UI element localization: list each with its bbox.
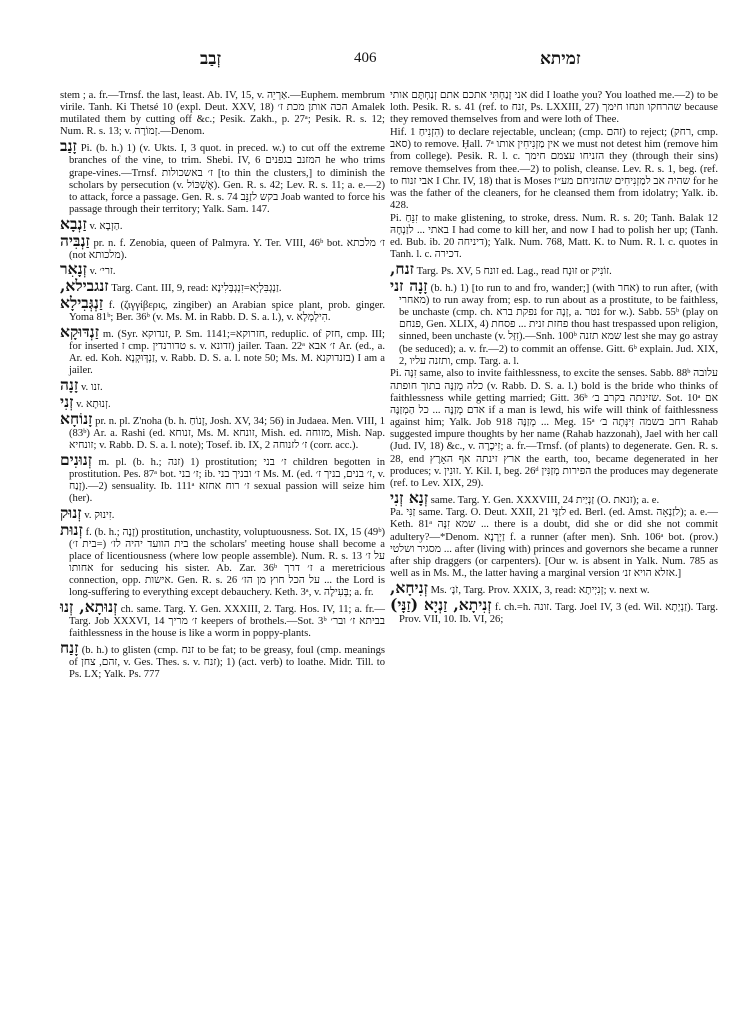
dictionary-entry: [60, 519, 386, 600]
entry-definition: pr. n. pl. Z'noha (b. h. זָנוֹחַ, Josh. XV, 34; 56) in Judaea. Men. VIII, 1 (83ᵇ) Ar. a. Rashi (ed. זנוחא, Ms. M. זונחא, Mish. ed. מזוחה, Mish. Nap. זונחיא; v. Rabb. D. S. a. l. note); Tosef. ib. IX, 2 ז׳ לזנוחה (corr. acc.).: [69, 415, 385, 451]
entry-definition: m. (Syr. זנדוקא, P. Sm. 1141;=חזרוקא, reduplic. of חזק, cmp. III; for inserted ז cmp. טדורנדין s. v. זדונא) jailer. Taan. 22ᵃ ז׳ אבא Ar. (ed., a. Ar. ed. Koh. זַנְדְּוּקְנָא, v. Rabb. D. S. a. l. note 50; Ms. M. בזנדוקנא) I am a jailer.: [69, 328, 385, 377]
dictionary-entry: [60, 90, 385, 139]
dictionary-entry: [60, 321, 385, 378]
entry-definition: ch. same. Targ. Y. Gen. XXXIII, 2. Targ. Hos. IV, 11; a. fr.—Targ. Job XXXVI, 14 ז׳ מריך keepers of brothels.—Sot. 3ᵇ בביתא ז׳ ובר׳ faithlessness in the house is like a worm in poppy-plants.: [69, 604, 386, 640]
dictionary-entry: [60, 597, 386, 640]
entry-headword: זְנוּת: [60, 519, 83, 539]
entry-definition: Pa. זַנִּי same. Targ. O. Deut. XXII, 21 לזַנְּי ed. Berl. (ed. Amst. לזַנְאָה); a. e.—Keth. 81ᵃ שמא זִנָּה ... there is a doubt, did she or did she not commit adultery?—*Denom. זַיְרָנָא f. a runner (after men). Snh. 106ᵃ bot. (prov.) מסגיר ושלטי ... after (living with) princes and governors she became a runner after ship draggers (or carpenters). [Our w. is absent in Yalk. Num. 785 as well as in Ms. M., the latter having a marginal version אזלא הויא זנ׳.]: [390, 507, 719, 580]
page-number: 406: [354, 50, 377, 66]
entry-headword: זְנִיתָא, זַנְיָא (זַנָּי): [390, 594, 492, 614]
entry-definition: Targ. Cant. III, 9, read: זַנְגְבִּלְיָא=זִנְגְבְּלִינָא.: [111, 283, 282, 295]
entry-headword: זְנִי: [60, 391, 74, 411]
dictionary-entry: [60, 230, 386, 262]
page-header: [40, 49, 720, 73]
entry-definition: stem ; a. fr.—Trnsf. the last, least. Ab. IV, 15, v. אַרְיֵה.—Euphem. membrum virile. Tanh. Ki Thetsé 10 (expl. Deut. XXV, 18) הכה אותן מכת ז׳ Amalek mutilated them by cutting off &c.; Pesik. Zakh., p. 27ᵃ; Pesik. R. s. 12; Num. R. s. 13; v. זְמוֹרָה.—Denom.: [60, 90, 386, 138]
entry-headword: זְנָאִר: [60, 259, 87, 279]
right-column: [390, 90, 718, 627]
header-right-catchword: זמיתא: [540, 49, 581, 69]
entry-definition: Ms. זֹנָ׳, Targ. Prov. XXIX, 3, read: זְנִיְיתָא; v. next w.: [430, 584, 650, 596]
entry-definition: v. זְנוּתָא.: [76, 398, 111, 410]
entry-definition: (b. h.) 1) [to run to and fro, wander;] (with אחר) to run after, (with מאחרי) to run away from; esp. to run about as a prostitute, to be faithless, be unchaste (cmp. ch. נפקת ברא for זְנָה, a. נטר for w.). Sabb. 55ᵇ (play on פנחם, Gen. XLIX, 4) פחזת זנית ... פסחת thou hast trespassed upon religion, sinned, been unchaste (v. זִזַּל).—Snh. 100ᵇ שמא תזנה lest she may go astray (be seduced); a. v. fr.—2) to commit an offense. Gitt. 6ᵇ explain. Jud. XIX, 2, ותזנה עליו, cmp. Targ. a. l.: [399, 282, 719, 367]
dictionary-entry: [390, 127, 718, 212]
dictionary-entry: [60, 375, 385, 395]
entry-definition: f. (b. h.; זָנָה) prostitution, unchastity, voluptuousness. Sot. IX, 15 (49ᵇ) (בית ז׳=) בית הוועד יהיה לז׳ the scholars' meeting house shall become a place of licentiousness (where low people assemble). Num. R. s. 13 על ז׳ אחותו for seducing his sister. Ab. Zar. 36ᵇ ז׳ דרך a meretricious connection, opp. אישות. Gen. R. s. 26 על הכל חוץ מן הז׳ ... the Lord is long-suffering to everything except debauchery. Keth. 3ᵃ, v. בְּעִילָה; a. fr.: [69, 526, 386, 599]
dictionary-entry: [390, 368, 718, 490]
dictionary-entry: [60, 408, 385, 452]
dictionary-entry: [60, 638, 386, 681]
dictionary-entry: [390, 507, 718, 580]
entry-definition: Targ. Ps. XV, 5 זונח ed. Lag., read זוּנְח or זוֹנִיק.: [416, 265, 612, 277]
entry-definition: same. Targ. Y. Gen. XXXVIII, 24 זַנְיַית (O. זנאת); a. e.: [430, 494, 660, 506]
entry-definition: Hif. הִזְנִיחַ 1) to declare rejectable, unclean; (cmp. זהם) to reject; (רחק, cmp. סאב) to remove. Ḥall. 7ᵃ אין מַזְנִיחִין אותו we must not detest him (remove him from college). Pesik. R. l. c. הזניחו עצמם חימך they (through their sins) remove themselves from thee.—2) to polish, cleanse. Lev. R. s. 1, beg. (ref. to אבי זנוח I Chr. IV, 18) that is Moses שהיה אב למַזְנִיחִים שהזניחם מע״ז for he was the father of the cleaners, for he cleansed them from idolatry; Yalk. ib. 428.: [390, 127, 719, 211]
entry-definition: אני זָנַחְתִּי אתכם אתם זְנַחְתֶּם אותי did I loathe you? You loathed me.—2) to be loth. Pesik. R. s. 41 (ref. to זנח, Ps. LXXIII, 27) שהרחקו וזנחו חימך because they removed themselves from and were loth of Thee.: [390, 90, 718, 126]
dictionary-entry: [60, 502, 385, 522]
entry-headword: זָנַב: [60, 136, 77, 156]
entry-definition: (b. h.) to glisten (cmp. זנח to be fat; to be greasy, foul (cmp. meanings of זהם, צחן, v. Ges. Thes. s. v. זנח); 1) (act. verb) to loathe. Midr. Till. to Ps. LX; Yalk. Ps. 777: [69, 645, 386, 681]
dictionary-entry: [390, 90, 718, 126]
entry-headword: זנגבילא,: [60, 276, 109, 296]
entry-headword: זְנוּק: [60, 502, 82, 522]
entry-definition: pr. n. f. Zenobia, queen of Palmyra. Y. Ter. VIII, 46ᵇ bot. ז׳ מלכתא (not מלכותא).: [69, 237, 386, 261]
entry-headword: זַנְדּוּקָא: [60, 321, 100, 341]
entry-definition: Pi. (b. h.) 1) (v. Ukts. I, 3 quot. in preced. w.) to cut off the extreme branches of the vine, to trim. Shebi. IV, 6 המזנב בגפנים he who trims grape-vines.—Trnsf. ז׳ באשכולות [to thin the clusters,] to diminish the scholars by persecution (v. אֶשְׁכּוֹל). Gen. R. s. 42; Lev. R. s. 11; a. e.—2) to attack, force a passage. Gen. R. s. 74 בקש לזַנֵּב Joab wanted to force his passage through their territory; Yalk. Sam. 147.: [69, 143, 386, 215]
entry-definition: v. זִינוּק.: [84, 509, 115, 521]
entry-headword: זְנוּנִים: [60, 449, 93, 469]
entry-headword: זָנָה: [60, 375, 79, 395]
dictionary-entry: [60, 136, 386, 216]
entry-headword: זָנוֹחָא: [60, 408, 93, 428]
entry-definition: m. pl. (b. h.; זנה) 1) prostitution; ז׳ בני children begotten in prostitution. Pes. 87ᵃ bot. ז׳ בני; ib. ז׳ ובניך בני Ms. M. (ed. ז׳ בנים, בניך ז׳, v. זָנַח).—2) sensuality. Ib. 111ᵃ ז׳ רוח אחזא sexual passion will seize him (her).: [69, 456, 385, 505]
entry-headword: זְנוּתָא, זְנוּ: [60, 597, 118, 617]
dictionary-entry: [390, 594, 718, 626]
dictionary-entry: [390, 275, 719, 368]
entry-definition: f. (ζιγγίβερις, zingiber) an Arabian spice plant, prob. ginger. Yoma 81ᵇ; Ber. 36ᵇ (v. Ms. M. in Rabb. D. S. a. l.), v. הִילְמְלָא.: [69, 299, 385, 324]
dictionary-entry: [60, 292, 385, 324]
dictionary-entry: [390, 487, 718, 507]
entry-headword: זַנְבָא: [60, 213, 87, 233]
entry-headword: זנח,: [390, 258, 414, 278]
left-column: [60, 90, 385, 682]
dictionary-entry: [60, 449, 385, 506]
entry-headword: זָנַח: [60, 638, 79, 658]
entry-definition: Pi. זִנָּה same, also to invite faithlessness, to excite the senses. Sabb. 88ᵇ עלובה כלה מְזַנָּה בתוך חופתה (v. Rabb. D. S. a. l.) bold is the bride who thinks of faithlessness while getting married; Gitt. 36ᵇ שזינתה בקרב ב׳. Sot. 10ᵃ אם אדם מְזַנֶּה ... כל הַמְזַנֶּה if a man is lewd, his wife will think of faithlessness against him; Yalk. Job 918 מְזַנָּה ... Meg. 15ᵃ רחב בשמה זִינְּתָה ב׳ Rahab suggested impure thoughts by her name (Rahab hazzonah), Jael with her call (Jud. IV, 18) &c., v. זִיכָרָה; a. fr.—Trnsf. (of plants) to degenerate. Gen. R. s. 28, end ארץ זינתה אף האָרֶץ the earth, too, became degenerated in her produces; v. זוּנִין. Y. Kil. I, beg. 26ᵈ הפירות מְזַנִּין the produces may degenerate (ref. to Lev. XIX, 29).: [390, 368, 719, 489]
dictionary-entry: [60, 391, 385, 411]
entry-definition: v. הַזְבָא.: [89, 220, 123, 232]
entry-headword: זְנָא זְנִי: [390, 487, 429, 507]
dictionary-entry: [60, 276, 385, 296]
entry-definition: v. זנו.: [80, 382, 103, 394]
entry-headword: זַנְגְּבִילָא: [60, 292, 104, 312]
header-left-catchword: זְבַב: [200, 49, 222, 69]
entry-headword: זְנִיחָא,: [390, 577, 428, 597]
entry-definition: v. זרי׳.: [89, 266, 116, 278]
entry-definition: Pi. זִנֵּחַ to make glistening, to stroke, dress. Num. R. s. 20; Tanh. Balak 12 באתי ... לזַנְחָהּ I had come to kill her, and now I had to polish her up; (Tanh. ed. Bub. ib. 20 דיניחה); Yalk. Num. 768, Matt. K. to Num. R. l. c. quotes in Tanh. l. c. דכירה.: [390, 212, 718, 261]
entry-headword: זַנְבִּיה: [60, 230, 90, 250]
dictionary-entry: [390, 213, 718, 262]
entry-headword: זָנָה זני: [390, 275, 428, 295]
dictionary-entry: [60, 213, 385, 233]
dictionary-entry: [390, 258, 718, 278]
entry-definition: f. ch.=h. זונה. Targ. Joel IV, 3 (ed. Wil. זַנְיְתָא). Targ. Prov. VII, 10. Ib. VI, 26;: [399, 601, 718, 625]
